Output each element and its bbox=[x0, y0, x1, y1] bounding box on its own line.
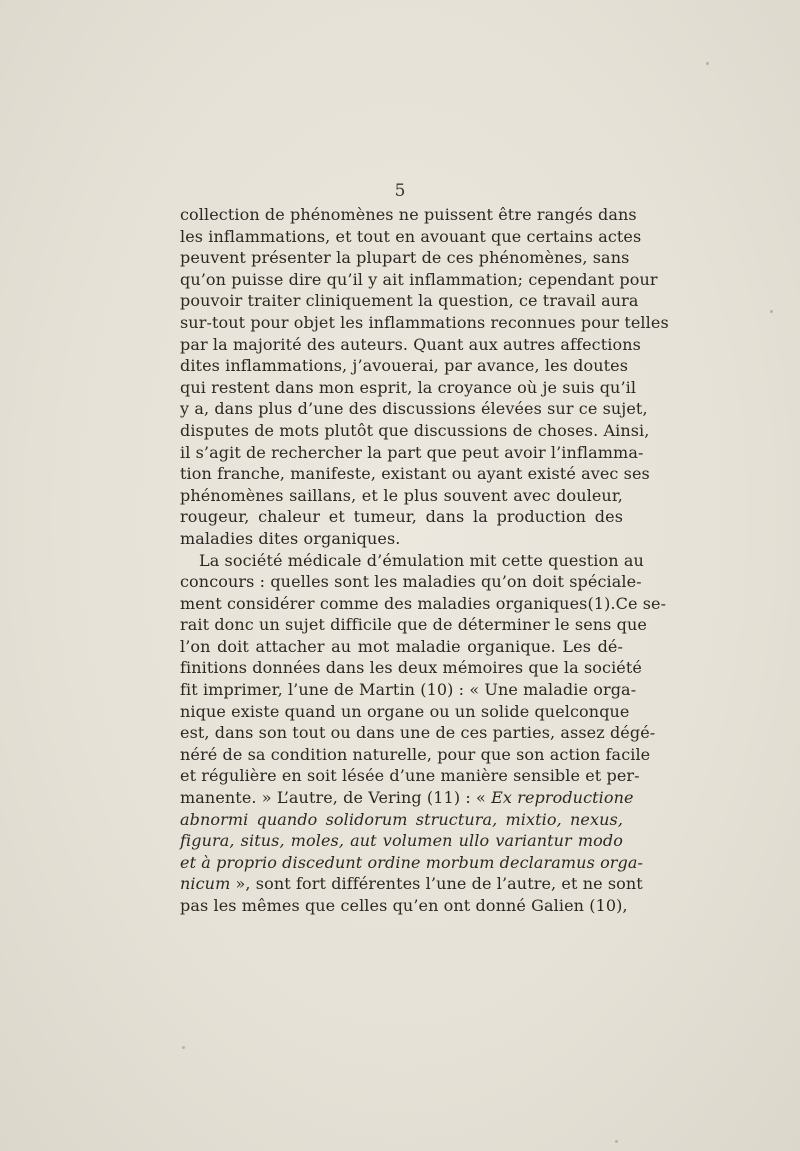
text-line: ment considérer comme des maladies organiques(1).Ce se- bbox=[180, 593, 667, 613]
text-line-italic bbox=[180, 809, 623, 831]
text-line-mixed bbox=[180, 787, 634, 809]
latin-quote: et à proprio discedunt ordine morbum declaramus orga- bbox=[180, 852, 644, 872]
text-line: par la majorité des auteurs. Quant aux autres affections bbox=[180, 334, 641, 354]
latin-quote: figura, situs, moles, aut volumen ullo variantur modo bbox=[180, 831, 623, 851]
text-line: il s’agit de rechercher la part que peut avoir l’inflamma- bbox=[180, 442, 644, 462]
text-line: rait donc un sujet difficile que de déterminer le sens que bbox=[180, 615, 647, 635]
text-line: néré de sa condition naturelle, pour que son action facile bbox=[180, 744, 651, 764]
text-line: fit imprimer, l’une de Martin (10) : « Une maladie orga- bbox=[180, 680, 637, 700]
text-line: l’on doit attacher au mot maladie organique. Les dé- bbox=[180, 636, 623, 656]
paper-speck bbox=[182, 1046, 185, 1049]
text-line: y a, dans plus d’une des discussions élevées sur ce sujet, bbox=[180, 399, 648, 419]
latin-quote: abnormi quando solidorum structura, mixtio, nexus, bbox=[180, 809, 623, 829]
text-line: phénomènes saillans, et le plus souvent avec douleur, bbox=[180, 485, 623, 505]
text-line: disputes de mots plutôt que discussions de choses. Ainsi, bbox=[180, 420, 650, 440]
text-line-italic bbox=[180, 852, 644, 874]
text-line: maladies dites organiques. bbox=[180, 528, 401, 548]
page-number: 5 bbox=[394, 181, 406, 201]
text-line-italic bbox=[180, 830, 623, 852]
text-line: pas les mêmes que celles qu’en ont donné Galien (10), bbox=[180, 896, 628, 915]
text-line-mixed bbox=[180, 873, 643, 895]
text-line: est, dans son tout ou dans une de ces parties, assez dégé- bbox=[180, 723, 656, 743]
text-line: et régulière en soit lésée d’une manière sensible et per- bbox=[180, 766, 640, 786]
text-line: pouvoir traiter cliniquement la question, ce travail aura bbox=[180, 291, 639, 311]
text-line: peuvent présenter la plupart de ces phénomènes, sans bbox=[180, 248, 630, 268]
text-span: », sont fort différentes l’une de l’autre, et ne sont bbox=[230, 874, 643, 894]
text-line: qui restent dans mon esprit, la croyance où je suis qu’il bbox=[180, 377, 637, 397]
text-span: manente. » L’autre, de Vering (11) : « bbox=[180, 788, 492, 808]
paper-speck bbox=[615, 1140, 618, 1143]
paper-speck bbox=[706, 62, 709, 65]
text-line: qu’on puisse dire qu’il y ait inflammation; cependant pour bbox=[180, 269, 658, 289]
paper-speck bbox=[770, 310, 773, 313]
text-line: nique existe quand un organe ou un solide quelconque bbox=[180, 701, 630, 721]
text-line: rougeur, chaleur et tumeur, dans la production des bbox=[180, 507, 623, 527]
latin-quote-start: Ex reproductione bbox=[491, 788, 634, 808]
latin-quote-end: nicum bbox=[180, 874, 231, 894]
text-line: La société médicale d’émulation mit cette question au bbox=[199, 550, 644, 570]
body-text bbox=[180, 204, 669, 917]
text-line: finitions données dans les deux mémoires que la société bbox=[180, 658, 642, 678]
text-line: tion franche, manifeste, existant ou ayant existé avec ses bbox=[180, 464, 650, 484]
text-line: sur-tout pour objet les inflammations reconnues pour telles bbox=[180, 312, 669, 332]
text-line: collection de phénomènes ne puissent être rangés dans bbox=[180, 205, 637, 224]
text-line: les inflammations, et tout en avouant que certains actes bbox=[180, 226, 642, 246]
text-line: concours : quelles sont les maladies qu’on doit spéciale- bbox=[180, 572, 642, 592]
text-line: dites inflammations, j’avouerai, par avance, les doutes bbox=[180, 356, 629, 376]
